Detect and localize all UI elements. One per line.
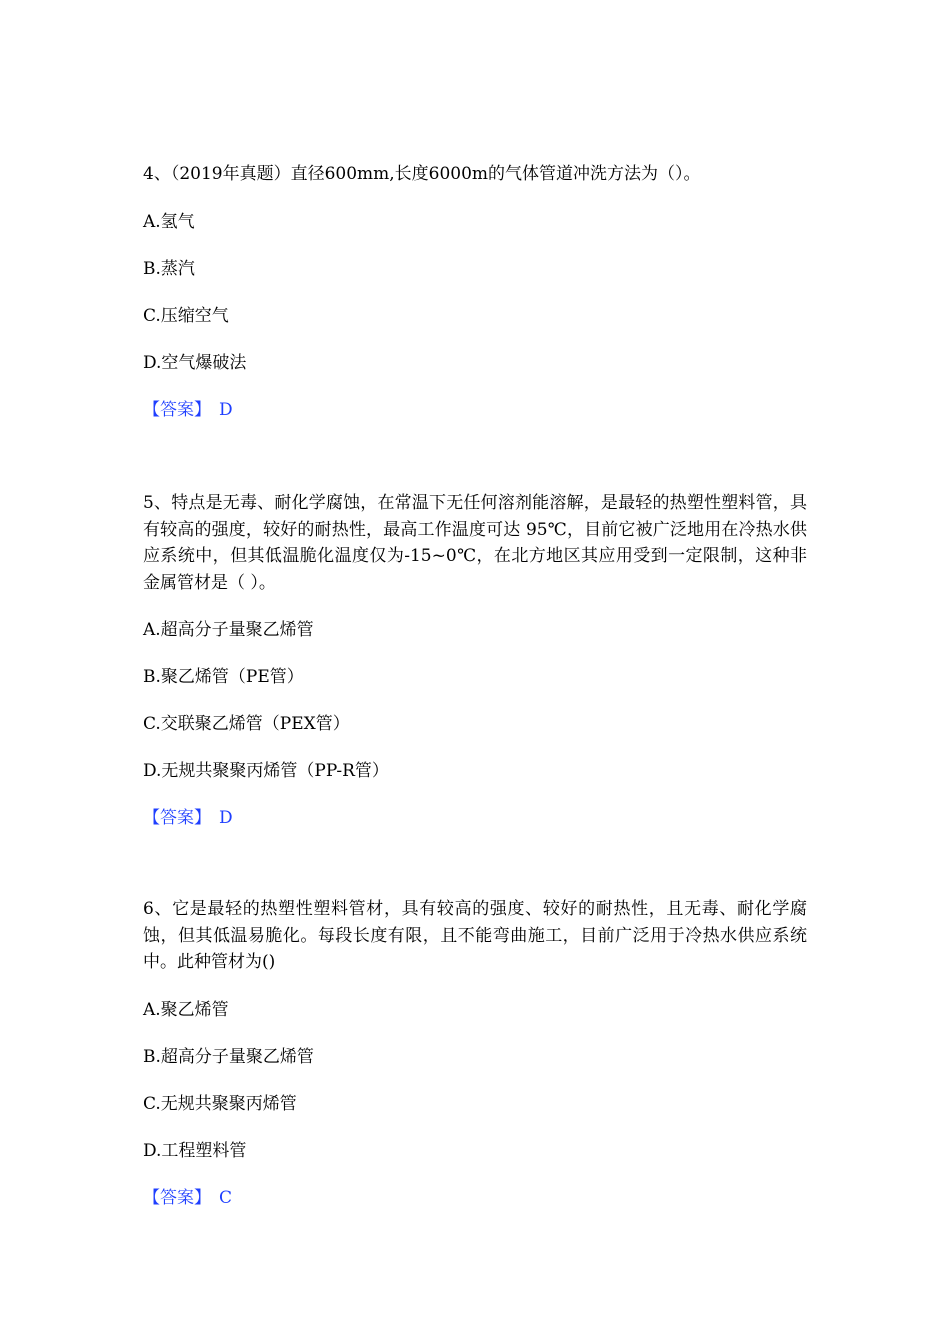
option-b: B.超高分子量聚乙烯管 bbox=[143, 1046, 314, 1067]
question-stem: 5、特点是无毒、耐化学腐蚀，在常温下无任何溶剂能溶解，是最轻的热塑性塑料管，具有较高的强度，较好的耐热性，最高工作温度可达 95℃，目前它被广泛地用在冷热水供应系统中，但其低温脆化温度仅为-15~0℃，在北方地区其应用受到一定限制，这种非金属管材是（ ）。 bbox=[143, 493, 807, 593]
answer-value: D bbox=[219, 808, 233, 828]
answer-label: 【答案】 bbox=[143, 1187, 211, 1208]
question-stem: 4、（2019年真题）直径600mm,长度6000m的气体管道冲洗方法为（）。 bbox=[143, 164, 701, 184]
question-6 bbox=[143, 896, 807, 1211]
option-c: C.交联聚乙烯管（PEX管） bbox=[143, 714, 350, 734]
option-d: D.工程塑料管 bbox=[143, 1140, 247, 1161]
question-stem: 6、它是最轻的热塑性塑料管材，具有较高的强度、较好的耐热性，且无毒、耐化学腐蚀，但其低温易脆化。每段长度有限，且不能弯曲施工，目前广泛用于冷热水供应系统中。此种管材为() bbox=[143, 899, 807, 972]
answer-label: 【答案】 bbox=[143, 399, 211, 420]
question-4 bbox=[143, 161, 807, 423]
option-c: C.压缩空气 bbox=[143, 305, 229, 326]
answer-line bbox=[143, 1185, 807, 1211]
option-d: D.无规共聚聚丙烯管（PP-R管） bbox=[143, 761, 389, 781]
option-b: B.蒸汽 bbox=[143, 258, 195, 279]
option-a: A.氢气 bbox=[143, 211, 195, 232]
option-a: A.聚乙烯管 bbox=[143, 999, 229, 1020]
answer-value: C bbox=[219, 1187, 233, 1208]
answer-label: 【答案】 bbox=[143, 808, 211, 828]
answer-value: D bbox=[219, 399, 233, 420]
question-5 bbox=[143, 490, 807, 831]
option-d: D.空气爆破法 bbox=[143, 352, 247, 373]
answer-line bbox=[143, 805, 807, 831]
option-a: A.超高分子量聚乙烯管 bbox=[143, 620, 314, 640]
answer-line bbox=[143, 397, 807, 423]
option-b: B.聚乙烯管（PE管） bbox=[143, 667, 304, 687]
option-c: C.无规共聚聚丙烯管 bbox=[143, 1093, 297, 1114]
